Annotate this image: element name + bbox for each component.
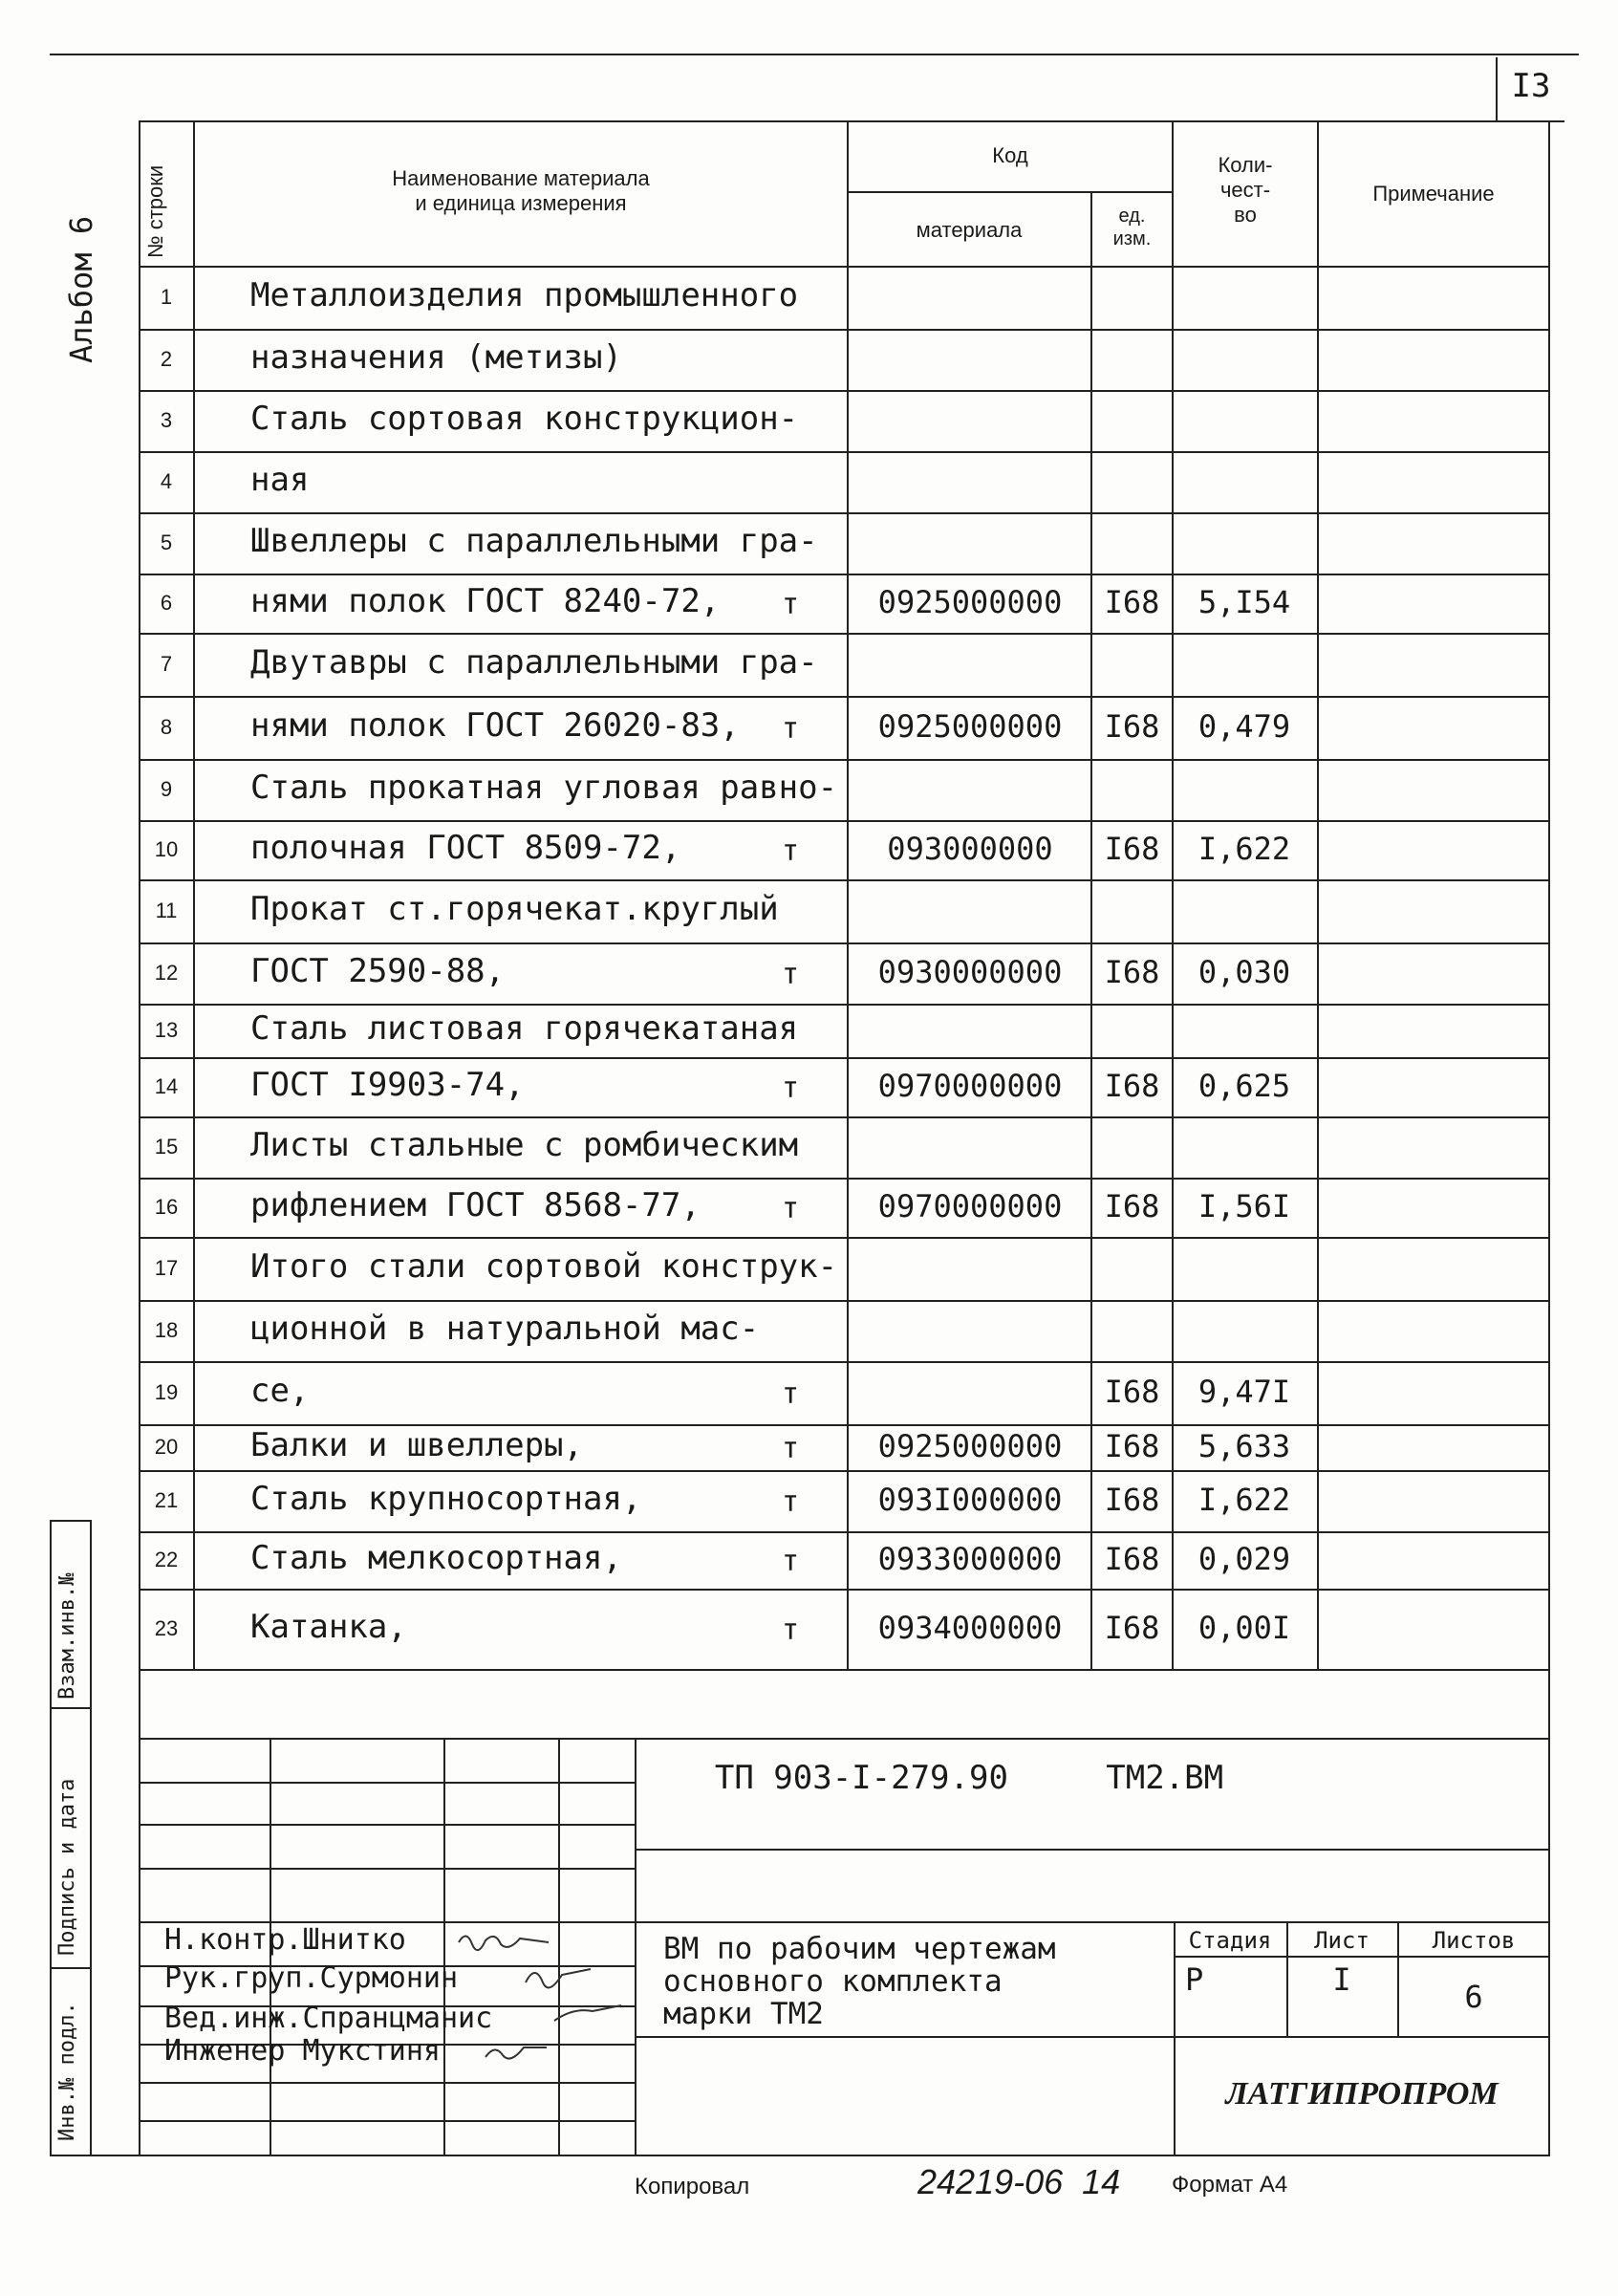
sheet-number: I3 [1496,57,1564,122]
material-name: Металлоизделия промышленного [250,276,799,314]
row-number: 22 [154,1548,179,1571]
unit-mark: т [782,1192,800,1225]
material-code: 093000000 [887,831,1053,867]
row-number: 17 [154,1256,179,1280]
material-code: 0925000000 [877,1428,1063,1464]
unit-code: I68 [1104,954,1160,990]
material-code: 0925000000 [877,584,1063,620]
material-name: Сталь листовая горячекатаная [250,1009,799,1048]
material-name: Сталь прокатная угловая равно- [250,769,838,807]
material-name: Двутавры с параллельными гра- [250,643,818,682]
footer-format: Формат А4 [1172,2172,1288,2198]
sheet-label: Лист [1314,1927,1370,1954]
row-number: 14 [154,1074,179,1098]
quantity: 0,479 [1197,708,1291,745]
material-name: Сталь мелкосортная, [250,1539,622,1577]
row-number: 2 [160,347,173,371]
material-name: Сталь крупносортная, [250,1480,642,1518]
row-number: 7 [160,652,173,676]
material-name: ГОСТ I9903-74, [250,1066,525,1104]
quantity: 5,633 [1197,1428,1291,1464]
stamp-replaced-inv: Взам.инв.№ [55,1572,79,1700]
unit-code: I68 [1104,1188,1160,1224]
unit-code: I68 [1104,1428,1160,1464]
row-number: 8 [160,715,173,739]
material-name: Листы стальные с ромбическим [250,1126,799,1164]
row-number: 15 [154,1135,179,1159]
material-code: 0930000000 [877,954,1063,990]
material-name: се, [250,1372,310,1410]
footer-number: 24219-06 14 [917,2162,1121,2201]
material-code: 0934000000 [877,1610,1063,1646]
row-number: 20 [154,1435,179,1459]
unit-mark: т [782,1485,800,1519]
row-number: 16 [154,1195,179,1219]
unit-mark: т [782,958,800,991]
row-number: 19 [154,1380,179,1404]
sheets-value: 6 [1464,1979,1483,2015]
unit-mark: т [782,712,800,746]
sheets-label: Листов [1432,1927,1516,1954]
header-note: Примечание [1372,182,1495,206]
unit-mark: т [782,1072,800,1105]
unit-code: I68 [1104,584,1160,620]
row-number: 13 [154,1018,179,1042]
header-row-no: № строки [143,164,167,258]
row-number: 1 [160,285,173,309]
quantity: 0,029 [1197,1541,1291,1577]
header-code: Код [992,143,1028,167]
sheet-description: ВМ по рабочим чертежам основного комплекта марки ТМ2 [663,1932,1056,2031]
handwritten-signatures [440,1921,631,2065]
signer-lead-engineer: Вед.инж.Спранцманис [164,2002,493,2035]
material-name: нями полок ГОСТ 26020-83, [250,706,740,745]
signer-group-lead: Рук.груп.Сурмонин [164,1961,459,1995]
material-code: 0970000000 [877,1188,1063,1224]
material-name: Итого стали сортовой конструк- [250,1247,838,1286]
row-number: 3 [160,408,173,432]
quantity: 0,625 [1197,1068,1291,1104]
material-name: полочная ГОСТ 8509-72, [250,829,681,867]
quantity: 9,47I [1197,1374,1291,1410]
unit-code: I68 [1104,1610,1160,1646]
unit-code: I68 [1104,708,1160,745]
unit-code: I68 [1104,1541,1160,1577]
signer-engineer: Инженер Мукстиня [164,2034,441,2068]
material-name: ная [250,461,310,499]
unit-code: I68 [1104,1068,1160,1104]
stamp-inv-original: Инв.№ подл. [55,2002,79,2141]
designation: ТП 903-I-279.90 ТМ2.ВМ [714,1759,1224,1797]
material-name: Балки и швеллеры, [250,1426,583,1464]
material-name: Сталь сортовая конструкцион- [250,400,799,438]
quantity: I,622 [1197,831,1291,867]
row-number: 12 [154,961,179,985]
header-code-material: материала [916,218,1023,242]
material-name: рифлением ГОСТ 8568-77, [250,1186,701,1224]
quantity: 0,030 [1197,954,1291,990]
signer-norm-control: Н.контр.Шнитко [164,1923,406,1957]
row-number: 11 [155,899,178,922]
header-code-unit: ед. изм. [1112,206,1152,249]
unit-code: I68 [1104,831,1160,867]
material-code: 0925000000 [877,708,1063,745]
unit-code: I68 [1104,1374,1160,1410]
material-code: 093I000000 [877,1482,1063,1518]
quantity: 5,I54 [1197,584,1291,620]
stamp-signature-date: Подпись и дата [55,1778,79,1956]
row-number: 5 [160,531,173,554]
unit-mark: т [782,1545,800,1578]
row-number: 9 [160,777,173,801]
unit-mark: т [782,588,800,621]
stage-value: Р [1185,1961,1204,1998]
material-name: назначения (метизы) [250,338,622,377]
material-name: нями полок ГОСТ 8240-72, [250,582,721,620]
unit-mark: т [782,834,800,868]
stage-label: Стадия [1188,1927,1272,1954]
organization: ЛАТГИПРОПРОМ [1225,2076,1499,2112]
album-label: Альбом 6 [63,215,99,363]
footer-copied: Копировал [635,2174,750,2199]
row-number: 4 [160,469,173,493]
unit-mark: т [782,1614,800,1647]
material-name: Прокат ст.горячекат.круглый [250,890,779,928]
material-name: Швеллеры с параллельными гра- [250,522,818,560]
material-code: 0970000000 [877,1068,1063,1104]
header-quantity: Коли- чест- во [1218,153,1273,227]
material-name: ГОСТ 2590-88, [250,952,506,990]
header-name: Наименование материала и единица измерения [392,166,650,215]
unit-code: I68 [1104,1482,1160,1518]
unit-mark: т [782,1432,800,1465]
top-border [50,54,1579,55]
row-number: 21 [154,1488,179,1512]
quantity: 0,00I [1197,1610,1291,1646]
material-name: ционной в натуральной мас- [250,1310,760,1348]
row-number: 23 [154,1616,179,1640]
sheet-value: I [1332,1961,1351,1998]
row-number: 18 [154,1318,179,1342]
material-code: 0933000000 [877,1541,1063,1577]
quantity: I,622 [1197,1482,1291,1518]
row-number: 6 [160,591,173,615]
quantity: I,56I [1197,1188,1291,1224]
unit-mark: т [782,1377,800,1411]
material-name: Катанка, [250,1608,407,1646]
row-number: 10 [154,837,179,861]
